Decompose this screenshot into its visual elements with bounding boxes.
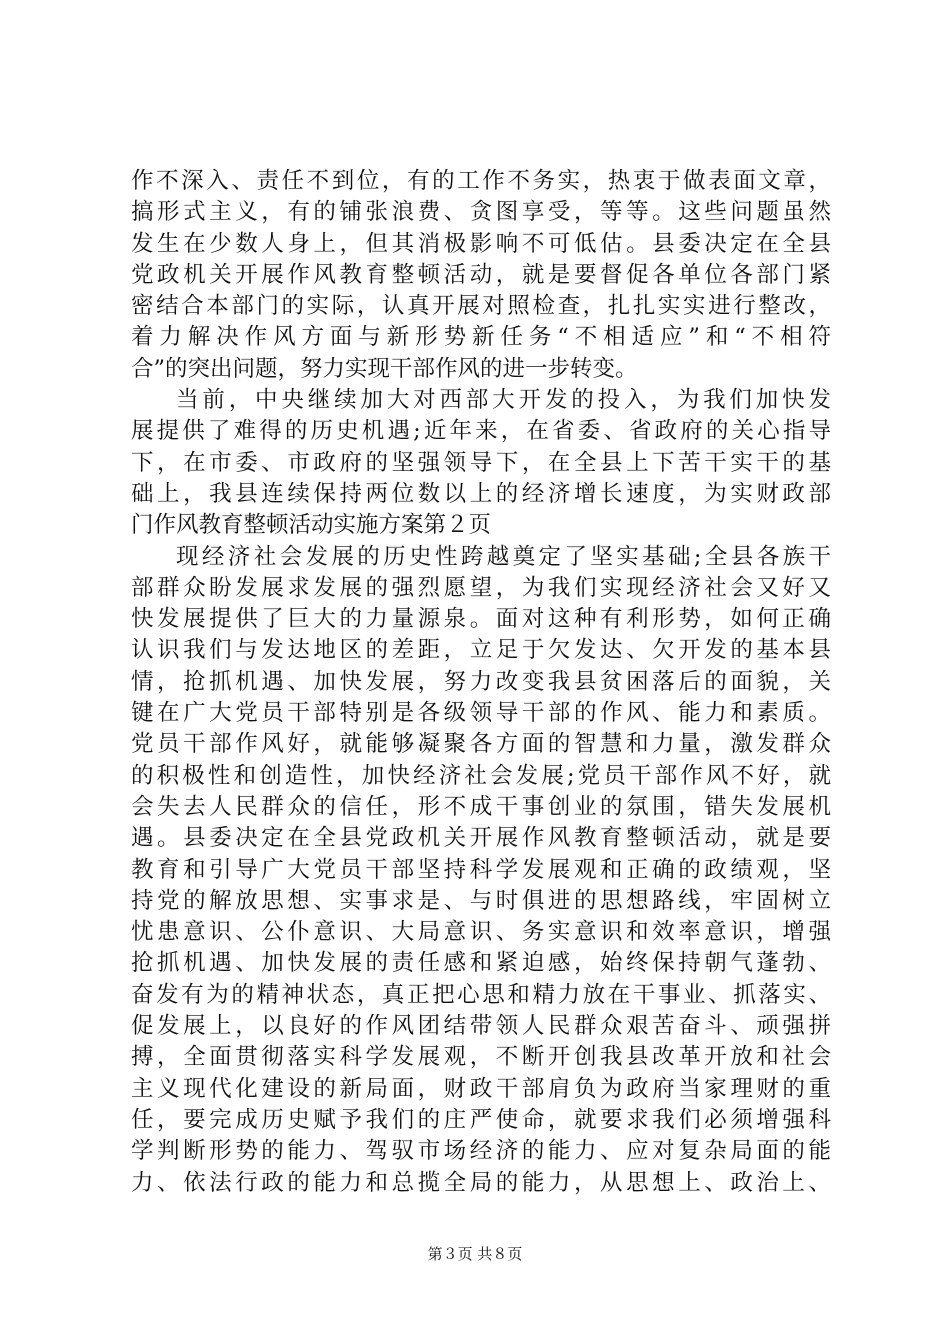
text-line: 力、依法行政的能力和总揽全局的能力，从思想上、政治上、 bbox=[131, 1169, 831, 1196]
text-line: 学判断形势的能力、驾驭市场经济的能力、应对复杂局面的能 bbox=[131, 1138, 831, 1165]
text-line: 着力解决作风方面与新形势新任务“不相适应”和“不相符 bbox=[131, 324, 831, 351]
text-line: 忧患意识、公仆意识、大局意识、务实意识和效率意识，增强 bbox=[131, 919, 831, 946]
paragraph bbox=[131, 166, 831, 385]
text-line: 的积极性和创造性，加快经济社会发展;党员干部作风不好，就 bbox=[131, 762, 831, 789]
text-line: 合”的突出问题，努力实现干部作风的进一步转变。 bbox=[131, 355, 638, 382]
paragraph bbox=[131, 542, 831, 1199]
text-line: 展提供了难得的历史机遇;近年来，在省委、省政府的关心指导 bbox=[131, 418, 831, 445]
text-line: 快发展提供了巨大的力量源泉。面对这种有利形势，如何正确 bbox=[131, 606, 831, 633]
text-line: 持党的解放思想、实事求是、与时俱进的思想路线，牢固树立 bbox=[131, 887, 831, 914]
text-line: 作不深入、责任不到位，有的工作不务实，热衷于做表面文章， bbox=[131, 168, 831, 194]
text-line: 础上，我县连续保持两位数以上的经济增长速度，为实财政部 bbox=[131, 480, 831, 507]
page-footer: 第３页 共８页 bbox=[427, 1245, 523, 1263]
text-line: 当前，中央继续加大对西部大开发的投入，为我们加快发 bbox=[176, 387, 831, 414]
text-line: 促发展上，以良好的作风团结带领人民群众艰苦奋斗、顽强拼 bbox=[131, 1013, 831, 1040]
text-line: 搏，全面贯彻落实科学发展观，不断开创我县改革开放和社会 bbox=[131, 1044, 831, 1071]
text-line: 抢抓机遇、加快发展的责任感和紧迫感，始终保持朝气蓬勃、 bbox=[131, 950, 831, 977]
text-line: 搞形式主义，有的铺张浪费、贪图享受，等等。这些问题虽然 bbox=[131, 199, 831, 226]
text-line: 现经济社会发展的历史性跨越奠定了坚实基础;全县各族干 bbox=[176, 543, 831, 570]
text-line: 遇。县委决定在全县党政机关开展作风教育整顿活动，就是要 bbox=[131, 825, 831, 852]
text-line: 党政机关开展作风教育整顿活动，就是要督促各单位各部门紧 bbox=[131, 261, 831, 288]
paragraph bbox=[131, 385, 831, 541]
body-text bbox=[131, 166, 831, 1199]
text-line: 奋发有为的精神状态，真正把心思和精力放在干事业、抓落实、 bbox=[131, 981, 831, 1008]
text-line: 门作风教育整顿活动实施方案第２页 bbox=[131, 512, 492, 539]
text-line: 会失去人民群众的信任，形不成干事创业的氛围，错失发展机 bbox=[131, 793, 831, 820]
text-line: 认识我们与发达地区的差距，立足于欠发达、欠开发的基本县 bbox=[131, 637, 831, 664]
text-line: 情，抢抓机遇、加快发展，努力改变我县贫困落后的面貌，关 bbox=[131, 668, 831, 695]
text-line: 主义现代化建设的新局面，财政干部肩负为政府当家理财的重 bbox=[131, 1075, 831, 1102]
text-line: 发生在少数人身上，但其消极影响不可低估。县委决定在全县 bbox=[131, 230, 831, 257]
text-line: 键在广大党员干部特别是各级领导干部的作风、能力和素质。 bbox=[131, 700, 831, 727]
text-line: 密结合本部门的实际，认真开展对照检查，扎扎实实进行整改， bbox=[131, 293, 831, 320]
text-line: 任，要完成历史赋予我们的庄严使命，就要求我们必须增强科 bbox=[131, 1106, 831, 1133]
text-line: 下，在市委、市政府的坚强领导下，在全县上下苦干实干的基 bbox=[131, 449, 831, 476]
text-line: 党员干部作风好，就能够凝聚各方面的智慧和力量，激发群众 bbox=[131, 731, 831, 758]
text-line: 部群众盼发展求发展的强烈愿望，为我们实现经济社会又好又 bbox=[131, 574, 831, 601]
text-line: 教育和引导广大党员干部坚持科学发展观和正确的政绩观，坚 bbox=[131, 856, 831, 883]
